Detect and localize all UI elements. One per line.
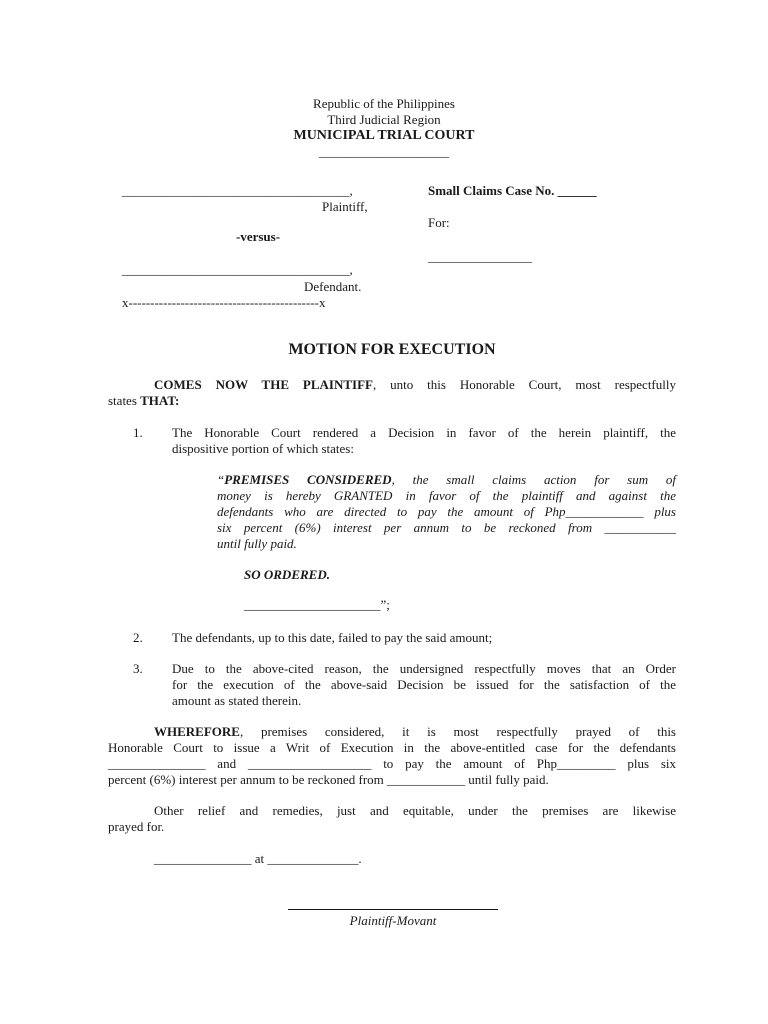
wherefore-line-2: Honorable Court to issue a Writ of Execution in the above-entitled case for the defendants [108,740,676,755]
plaintiff-name-blank: ___________________________________, [122,183,353,198]
header-region: Third Judicial Region [327,112,441,127]
for-blank: ________________ [428,249,532,264]
header-branch-blank: ____________________ [319,144,449,159]
quote-line-3: defendants who are directed to pay the amount of Php____________ plus [217,504,676,519]
wherefore-lead: WHEREFORE [154,724,240,739]
case-number-label: Small Claims Case No. ______ [428,183,597,198]
wherefore-line-3: _______________ and ___________________ to pay the amount of Php_________ plus six [108,756,676,771]
for-label: For: [428,215,450,230]
defendant-name-blank: ___________________________________, [122,262,353,277]
header-court: MUNICIPAL TRIAL COURT [293,128,475,143]
intro-line-1 [154,377,676,393]
quote-open: “ [217,472,225,487]
intro-that: THAT: [140,393,180,408]
quote-so-ordered: SO ORDERED. [244,567,330,582]
signature-label: Plaintiff-Movant [349,913,437,928]
signature-line [288,909,498,910]
item-3-line-2: for the execution of the above-said Decision be issued for the satisfaction of the [172,677,676,692]
other-relief-line-1: Other relief and remedies, just and equitable, under the premises are likewise [154,803,676,818]
wherefore-line1-rest: , premises considered, it is most respectfully prayed of this [239,724,676,739]
plaintiff-label: Plaintiff, [322,199,368,214]
item-3-line-1: Due to the above-cited reason, the undersigned respectfully moves that an Order [172,661,676,676]
date-place-line: _______________ at ______________. [154,851,362,866]
document-title: MOTION FOR EXECUTION [288,341,496,358]
header-republic: Republic of the Philippines [313,96,455,111]
versus-label: -versus- [236,229,281,244]
quote-line-2: money is hereby GRANTED in favor of the plaintiff and against the [217,488,676,503]
quote-premises: PREMISES CONSIDERED [224,472,392,487]
item-1-number: 1. [133,425,143,440]
defendant-label: Defendant. [304,279,362,294]
item-1-line-2: dispositive portion of which states: [172,441,354,456]
quote-line1-rest: , the small claims action for sum of [391,472,677,487]
intro-line-2 [108,393,179,409]
intro-lead: COMES NOW THE PLAINTIFF [154,377,373,392]
other-relief-line-2: prayed for. [108,819,165,834]
item-2-line-1: The defendants, up to this date, failed to pay the said amount; [172,630,493,645]
intro-rest: , unto this Honorable Court, most respectfully [372,377,676,392]
item-2-number: 2. [133,630,143,645]
item-1-line-1: The Honorable Court rendered a Decision in favor of the herein plaintiff, the [172,425,676,440]
quote-closing-blank: _____________________”; [244,597,390,612]
quote-line-5: until fully paid. [217,536,297,551]
caption-divider: x--------------------------------------------x [122,295,326,310]
wherefore-line-1 [154,724,676,740]
quote-line-1 [217,472,676,488]
quote-line-4: six percent (6%) interest per annum to be reckoned from ___________ [217,520,676,535]
item-3-number: 3. [133,661,143,676]
item-3-line-3: amount as stated therein. [172,693,302,708]
wherefore-line-4: percent (6%) interest per annum to be reckoned from ____________ until fully paid. [108,772,549,787]
intro-line2-prefix: states [108,393,141,408]
